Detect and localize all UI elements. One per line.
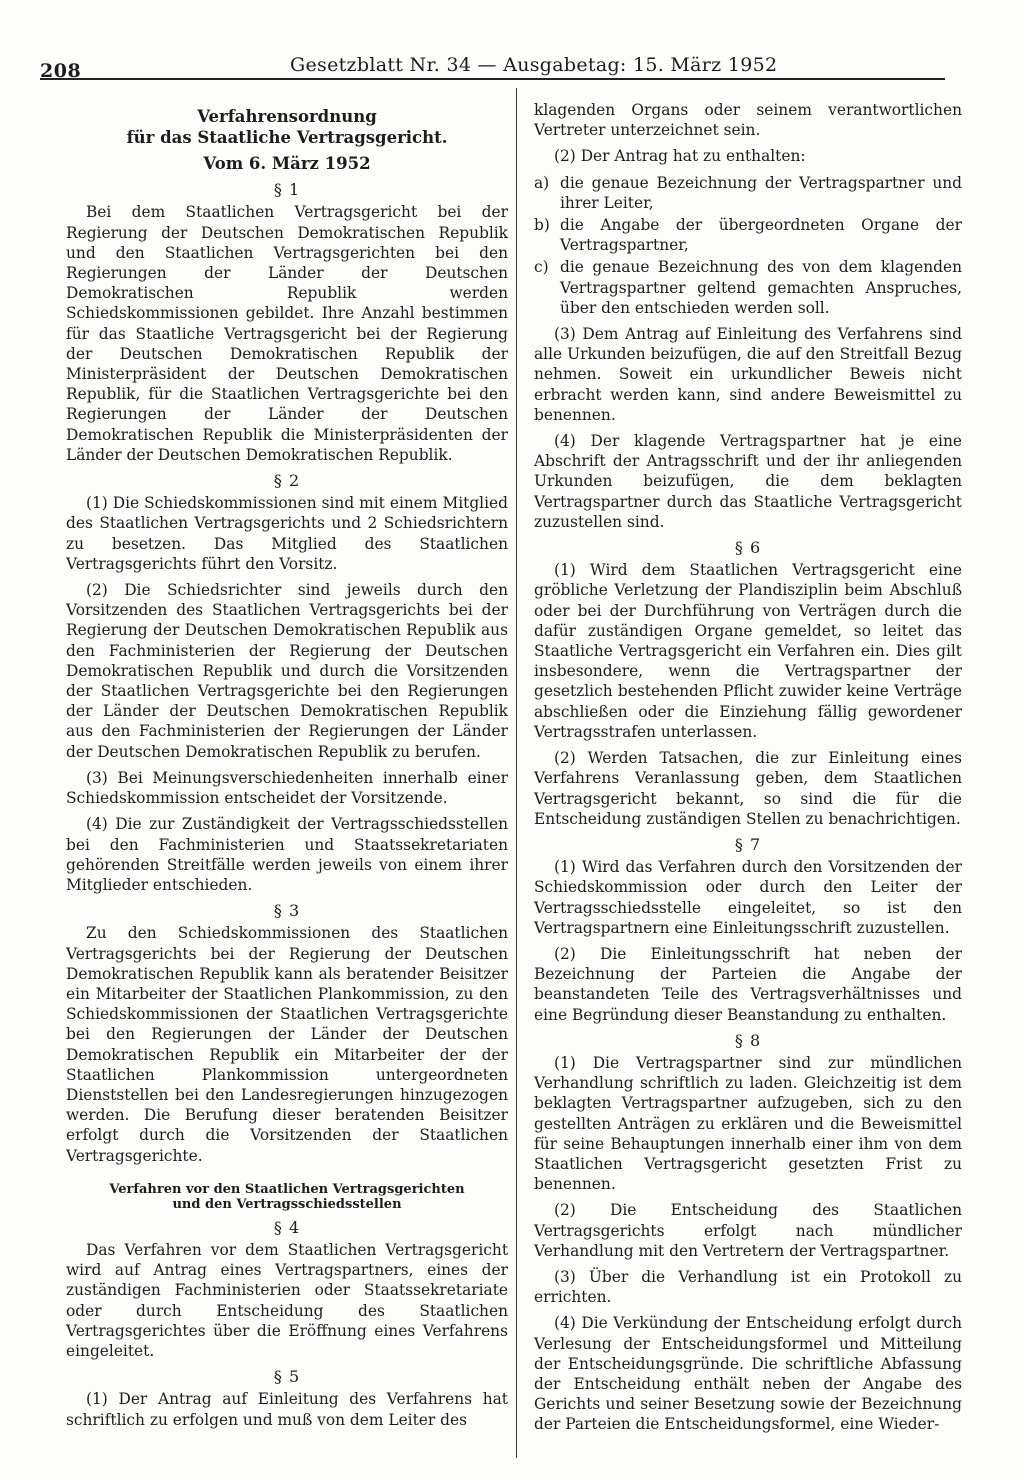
list-item [534, 257, 962, 318]
section-5-paragraph-4: (4) Der klagende Vertragspartner hat je eine Abschrift der Antragsschrift und der ihr anliegenden Urkunden beizufügen, die dem beklagten Vertragspartner durch das Staatliche Vertragsgericht zuzustellen sind. [534, 432, 962, 531]
document-date: Vom 6. März 1952 [203, 154, 371, 173]
section-heading-6: § 6 [734, 538, 762, 558]
column-divider [516, 88, 517, 1458]
page-header [40, 44, 945, 80]
section-8-paragraph-3: (3) Über die Verhandlung ist ein Protokoll zu errichten. [534, 1267, 962, 1307]
list-item [534, 215, 962, 255]
section-heading-4: § 4 [273, 1217, 301, 1237]
section-8-paragraph-2: (2) Die Entscheidung des Staatlichen Vertragsgerichts erfolgt nach mündlicher Verhandlung mit den Vertretern der Vertragspartner. [534, 1201, 962, 1260]
section-2-paragraph-3: (3) Bei Meinungsverschiedenheiten innerhalb einer Schiedskommission entscheidet der Vorsitzende. [66, 768, 508, 808]
section-5-paragraph-3: (3) Dem Antrag auf Einleitung des Verfahrens sind alle Urkunden beizufügen, die auf den Streitfall Bezug nehmen. Soweit ein urkundlicher Beweis nicht erbracht werden kann, sind andere Beweismittel zu benennen. [534, 325, 962, 424]
section-6-paragraph-2: (2) Werden Tatsachen, die zur Einleitung eines Verfahrens Veranlassung geben, dem Staatlichen Vertragsgericht bekannt, so sind die für die Entscheidung zuständigen Stellen zu benachrichtigen. [534, 749, 962, 828]
page-number: 208 [40, 60, 82, 82]
section-7-paragraph-2: (2) Die Einleitungsschrift hat neben der Bezeichnung der Parteien die Angabe der beanstandeten Teile des Vertragsverhältnisses und eine Begründung dieser Beanstandung zu enthalten. [534, 944, 962, 1024]
section-1-paragraph: Bei dem Staatlichen Vertragsgericht bei der Regierung der Deutschen Demokratischen Republik und den Staatlichen Vertragsgerichten bei den Regierungen der Länder der Deutschen Demokratischen Republik werden Schiedskommissionen gebildet. Ihre Anzahl bestimmen für das Staatliche Vertragsgericht bei der Regierung der Deutschen Demokratischen Republik der Ministerpräsident der Deutschen Demokratischen Republik, für die Staatlichen Vertragsgerichte bei den Regierungen der Länder der Deutschen Demokratischen Republik die Ministerpräsidenten der Länder der Deutschen Demokratischen Republik. [66, 203, 508, 464]
list-marker: c) [534, 258, 549, 277]
section-heading-7: § 7 [734, 834, 762, 854]
section-heading-5: § 5 [273, 1367, 301, 1387]
section-5-paragraph-2: (2) Der Antrag hat zu enthalten: [554, 147, 806, 166]
section-heading-3: § 3 [273, 901, 301, 921]
section-heading-1: § 1 [273, 180, 301, 200]
running-title: Gesetzblatt Nr. 34 — Ausgabetag: 15. März 1952 [290, 54, 778, 76]
list-item-text: die Angabe der übergeordneten Organe der Vertragspartner, [560, 216, 962, 255]
document-title-line-1: Verfahrensordnung [197, 107, 377, 126]
section-5-requirements-list [534, 173, 962, 318]
section-7-paragraph-1: (1) Wird das Verfahren durch den Vorsitzenden der Schiedskommission oder durch den Leiter der Vertragsschiedsstelle eingeleitet, so ist den Vertragspartnern eine Einleitungsschrift zuzustellen. [534, 858, 962, 937]
list-marker: a) [534, 173, 550, 192]
left-column [66, 100, 508, 1436]
list-item-text: die genaue Bezeichnung der Vertragspartner und ihrer Leiter, [560, 173, 962, 212]
chapter-subheading-line-1: Verfahren vor den Staatlichen Vertragsgerichten [109, 1181, 465, 1197]
section-2-paragraph-1: (1) Die Schiedskommissionen sind mit einem Mitglied des Staatlichen Vertragsgerichts und 2 Schiedsrichtern zu besetzen. Das Mitglied des Staatlichen Vertragsgerichts führt den Vorsitz. [66, 494, 508, 573]
section-2-paragraph-2: (2) Die Schiedsrichter sind jeweils durch den Vorsitzenden des Staatlichen Vertragsgerichts bei der Regierung der Deutschen Demokratischen Republik aus den Fachministerien der Regierung der Deutschen Demokratischen Republik und durch die Vorsitzenden der Staatlichen Vertragsgerichte bei den Regierungen der Länder der Deutschen Demokratischen Republik aus den Fachministerien der Regierungen der Länder der Deutschen Demokratischen Republik zu berufen. [66, 581, 508, 761]
document-title [66, 106, 508, 148]
section-5-paragraph-1-continued: klagenden Organs oder seinem verantwortlichen Vertreter unterzeichnet sein. [534, 101, 962, 140]
section-heading-2: § 2 [273, 471, 301, 491]
section-8-paragraph-1: (1) Die Vertragspartner sind zur mündlichen Verhandlung schriftlich zu laden. Gleichzeitig ist dem beklagten Vertragspartner aufzugeben, sich zu den gestellten Anträgen zu erklären und die Beweismittel für seine Behauptungen innerhalb einer ihm von dem Staatlichen Vertragsgericht gesetzten Frist zu benennen. [534, 1053, 962, 1194]
list-marker: b) [534, 216, 550, 235]
document-title-line-2: für das Staatliche Vertragsgericht. [126, 128, 448, 147]
list-item [534, 173, 962, 213]
section-8-paragraph-4: (4) Die Verkündung der Entscheidung erfolgt durch Verlesung der Entscheidungsformel und Mitteilung der Entscheidungsgründe. Die schriftliche Abfassung der Entscheidung enthält neben der Angabe des Gerichts und seiner Besetzung sowie der Bezeichnung der Parteien die Entscheidungsformel, eine Wieder- [534, 1314, 962, 1434]
section-5-paragraph-1: (1) Der Antrag auf Einleitung des Verfahrens hat schriftlich zu erfolgen und muß von dem Leiter des [66, 1390, 508, 1429]
chapter-subheading-line-2: und den Vertragsschiedsstellen [172, 1196, 402, 1212]
section-2-paragraph-4: (4) Die zur Zuständigkeit der Vertragsschiedsstellen bei den Fachministerien und Staatssekretariaten gehörenden Streitfälle werden jeweils von einem ihrer Mitglieder entschieden. [66, 815, 508, 894]
chapter-subheading [66, 1182, 508, 1212]
right-column [534, 100, 962, 1441]
section-4-paragraph: Das Verfahren vor dem Staatlichen Vertragsgericht wird auf Antrag eines Vertragspartners, eines der zuständigen Fachministerien oder Staatssekretariate oder durch Entscheidung des Staatlichen Vertragsgerichtes über die Eröffnung eines Verfahrens eingeleitet. [66, 1240, 508, 1360]
section-heading-8: § 8 [734, 1030, 762, 1050]
section-3-paragraph: Zu den Schiedskommissionen des Staatlichen Vertragsgerichts bei der Regierung der Deutschen Demokratischen Republik kann als beratender Beisitzer ein Mitarbeiter der Staatlichen Plankommission, zu den Schiedskommissionen der Staatlichen Vertragsgerichte bei den Regierungen der Länder der Deutschen Demokratischen Republik ein Mitarbeiter der der Staatlichen Plankommission untergeordneten Dienststellen bei den Landesregierungen hinzugezogen werden. Die Berufung dieser beratenden Beisitzer erfolgt durch die Vorsitzenden der Staatlichen Vertragsgerichte. [66, 924, 508, 1165]
list-item-text: die genaue Bezeichnung des von dem klagenden Vertragspartner geltend gemachten Anspruches, über den entschieden werden soll. [560, 258, 962, 317]
section-6-paragraph-1: (1) Wird dem Staatlichen Vertragsgericht eine gröbliche Verletzung der Plandisziplin beim Abschluß oder bei der Durchführung von Verträgen durch die dafür zuständigen Organe gemeldet, so leitet das Staatliche Vertragsgericht ein Verfahren ein. Dies gilt insbesondere, wenn die Vertragspartner der gesetzlich bestehenden Pflicht zuwider keine Verträge abschließen oder die Einziehung fällig gewordener Vertragsstrafen unterlassen. [534, 561, 962, 741]
